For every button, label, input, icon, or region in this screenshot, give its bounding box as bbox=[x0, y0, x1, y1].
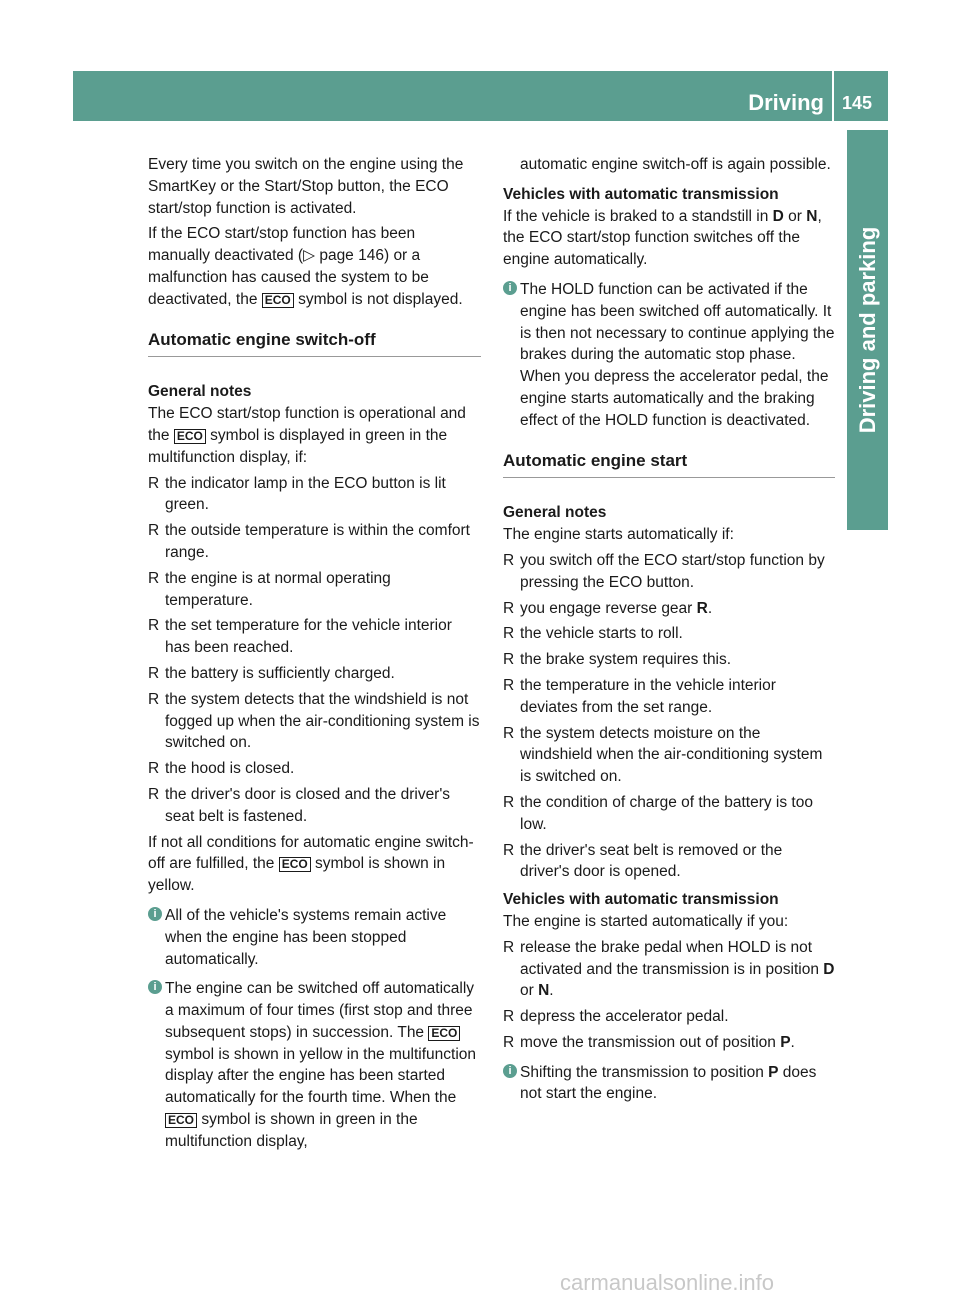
list-item-text: the hood is closed. bbox=[165, 760, 295, 778]
info-note bbox=[148, 905, 481, 970]
list-item-text: the driver's seat belt is removed or the driver's door is opened. bbox=[520, 841, 783, 881]
eco-symbol-icon: ECO bbox=[174, 429, 206, 444]
bullet-mark: R bbox=[503, 793, 515, 811]
gear-r: R bbox=[696, 599, 708, 617]
text: . bbox=[707, 599, 713, 617]
subheading: General notes bbox=[148, 383, 252, 401]
info-icon: i bbox=[148, 980, 162, 994]
list-item bbox=[148, 689, 481, 754]
conditions-not-met bbox=[148, 832, 481, 897]
gear-d: D bbox=[772, 207, 784, 225]
section-heading: Automatic engine start bbox=[503, 450, 835, 479]
text: The ECO start/stop function is operational and the bbox=[148, 405, 466, 444]
list-item bbox=[503, 840, 835, 884]
bullet-mark: R bbox=[503, 1033, 515, 1051]
text: symbol is displayed in green in the multifunction display, if: bbox=[148, 426, 448, 466]
gear-p: P bbox=[780, 1033, 791, 1051]
bullet-mark: R bbox=[148, 785, 160, 803]
continued-text: automatic engine switch-off is again possible. bbox=[520, 156, 831, 173]
list-item bbox=[148, 473, 481, 517]
info-note bbox=[503, 1062, 835, 1106]
gear-p: P bbox=[768, 1063, 779, 1081]
side-tab-label: Driving and parking bbox=[855, 226, 880, 434]
eco-symbol-icon: ECO bbox=[279, 857, 311, 872]
conditions-list bbox=[148, 473, 481, 828]
list-item-text: the battery is sufficiently charged. bbox=[165, 664, 395, 682]
note-text: The engine can be switched off automatically a maximum of four times (first stop and three subsequent stops) in succession. The bbox=[165, 980, 475, 1041]
page-ref-arrow-icon: ▷ bbox=[303, 247, 316, 265]
list-item-text: the system detects moisture on the windshield when the air-conditioning system is switched on. bbox=[520, 724, 823, 786]
eco-symbol-icon: ECO bbox=[428, 1026, 460, 1041]
list-item-text: you switch off the ECO start/stop function by pressing the ECO button. bbox=[520, 551, 825, 591]
text: or bbox=[520, 982, 539, 1000]
bullet-mark: R bbox=[503, 551, 515, 569]
list-item-text: the set temperature for the vehicle interior has been reached. bbox=[165, 617, 452, 657]
intro-paragraph: Every time you switch on the engine using the SmartKey or the Start/Stop button, the ECO start/stop function is activated. bbox=[148, 156, 464, 217]
list-item bbox=[503, 675, 835, 719]
list-item-text: the engine is at normal operating temperature. bbox=[165, 569, 391, 609]
text: symbol is not displayed. bbox=[293, 290, 463, 308]
watermark: carmanualsonline.info bbox=[560, 1270, 775, 1295]
auto-paragraph bbox=[503, 206, 835, 271]
note-text: The HOLD function can be activated if the engine has been switched off automatically. It is then not necessary to continue applying the brakes during the automatic stop phase. When you depress the accelerator pedal, the engine starts automatically and the braking effect of the HOLD function is deactivated. bbox=[520, 280, 835, 429]
started-intro: The engine is started automatically if you: bbox=[503, 912, 789, 930]
text: , the ECO start/stop function switches off the engine automatically. bbox=[503, 207, 822, 269]
bullet-mark: R bbox=[503, 625, 515, 643]
list-item-text: depress the accelerator pedal. bbox=[520, 1008, 729, 1026]
bullet-mark: R bbox=[148, 569, 160, 587]
chapter-title: Driving bbox=[748, 90, 824, 115]
list-item bbox=[503, 550, 835, 594]
list-item-text: you engage reverse gear bbox=[520, 599, 697, 617]
section-heading: Automatic engine switch-off bbox=[148, 329, 481, 358]
header-divider bbox=[832, 71, 834, 121]
list-item-text: the vehicle starts to roll. bbox=[520, 625, 683, 643]
bullet-mark: R bbox=[148, 474, 160, 492]
bullet-mark: R bbox=[503, 651, 515, 669]
note-text: symbol is shown in green in the multifunction display, bbox=[165, 1111, 418, 1150]
gear-n: N bbox=[806, 207, 818, 225]
list-item bbox=[148, 784, 481, 828]
info-icon: i bbox=[503, 1064, 517, 1078]
bullet-mark: R bbox=[148, 760, 160, 778]
eco-symbol-icon: ECO bbox=[165, 1113, 197, 1128]
list-item bbox=[503, 1032, 835, 1054]
list-item bbox=[503, 792, 835, 836]
list-item bbox=[503, 598, 835, 620]
list-item bbox=[148, 615, 481, 659]
list-item-text: move the transmission out of position bbox=[520, 1033, 781, 1051]
list-item-text: the driver's door is closed and the driver's seat belt is fastened. bbox=[165, 785, 451, 825]
text: . bbox=[549, 982, 554, 1000]
list-item bbox=[148, 520, 481, 564]
right-column bbox=[503, 154, 835, 1111]
eco-symbol-icon: ECO bbox=[262, 293, 294, 308]
list-item bbox=[503, 649, 835, 671]
text: page 146) or a malfunction has caused the system to be deactivated, the bbox=[148, 247, 429, 308]
list-item bbox=[503, 1006, 835, 1028]
gear-n: N bbox=[538, 982, 550, 1000]
list-item bbox=[503, 623, 835, 645]
list-item bbox=[503, 937, 835, 1002]
list-item-text: the condition of charge of the battery is too low. bbox=[520, 793, 813, 833]
subheading: Vehicles with automatic transmission bbox=[503, 891, 779, 909]
list-item-text: the outside temperature is within the comfort range. bbox=[165, 522, 470, 561]
bullet-mark: R bbox=[503, 841, 515, 859]
bullet-mark: R bbox=[503, 724, 515, 742]
info-icon: i bbox=[148, 907, 162, 921]
list-item-text: release the brake pedal when HOLD is not activated and the transmission is in position bbox=[520, 938, 824, 978]
bullet-mark: R bbox=[148, 617, 160, 635]
note-text: does not start the engine. bbox=[520, 1063, 817, 1103]
bullet-mark: R bbox=[503, 938, 515, 956]
text: If not all conditions for automatic engine switch-off are fulfilled, the bbox=[148, 833, 474, 873]
text: If the vehicle is braked to a standstill in bbox=[503, 207, 773, 225]
text: symbol is shown in yellow. bbox=[148, 855, 446, 895]
info-note bbox=[503, 279, 835, 432]
list-item-text: the indicator lamp in the ECO button is lit green. bbox=[165, 474, 446, 514]
subheading: General notes bbox=[503, 504, 607, 522]
bullet-mark: R bbox=[503, 1008, 515, 1026]
list-item bbox=[148, 568, 481, 612]
gear-d: D bbox=[823, 960, 835, 978]
note-text: symbol is shown in yellow in the multifunction display after the engine has been started automatically for the fourth time. When the bbox=[165, 1045, 476, 1107]
list-item-text: the system detects that the windshield is not fogged up when the air-conditioning system is switched on. bbox=[165, 690, 480, 752]
conditions-intro bbox=[148, 403, 481, 468]
text: or bbox=[783, 207, 807, 225]
left-column bbox=[148, 154, 481, 1159]
subheading: Vehicles with automatic transmission bbox=[503, 185, 779, 203]
list-item bbox=[148, 663, 481, 685]
list-item bbox=[503, 723, 835, 788]
page-number: 145 bbox=[842, 93, 873, 113]
list-item-text: the temperature in the vehicle interior deviates from the set range. bbox=[520, 676, 776, 716]
info-icon: i bbox=[503, 281, 517, 295]
side-block bbox=[847, 475, 888, 527]
starts-intro: The engine starts automatically if: bbox=[503, 526, 734, 544]
info-note bbox=[148, 978, 481, 1152]
bullet-mark: R bbox=[503, 599, 515, 617]
note-text: All of the vehicle's systems remain active when the engine has been stopped automatically. bbox=[165, 906, 447, 968]
list-item bbox=[148, 758, 481, 780]
list-item-text: the brake system requires this. bbox=[520, 651, 732, 669]
text: If the ECO start/stop function has been manually deactivated ( bbox=[148, 225, 416, 265]
text: . bbox=[790, 1033, 795, 1051]
bullet-mark: R bbox=[148, 664, 160, 682]
start-conditions-list bbox=[503, 623, 835, 883]
note-text: Shifting the transmission to position bbox=[520, 1063, 769, 1081]
bullet-mark: R bbox=[148, 522, 160, 540]
bullet-mark: R bbox=[503, 676, 515, 694]
bullet-mark: R bbox=[148, 690, 160, 708]
deactivated-paragraph bbox=[148, 223, 481, 310]
